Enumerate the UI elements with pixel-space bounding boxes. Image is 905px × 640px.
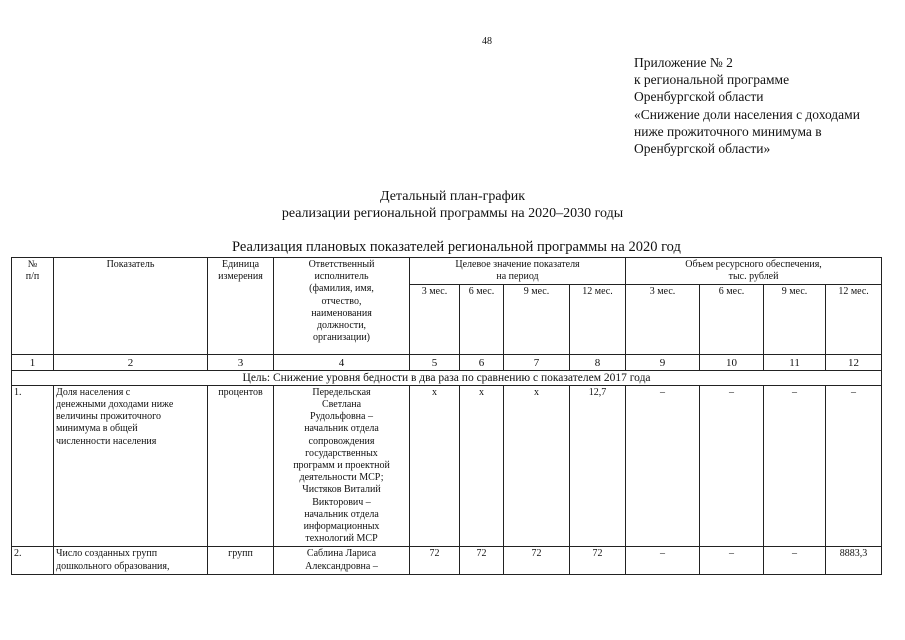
row-value: – [826,385,882,547]
header-period: 3 мес. [410,285,460,355]
appendix-line: ниже прожиточного минимума в [634,123,822,139]
row-value: – [700,547,764,574]
header-period: 9 мес. [504,285,570,355]
row-value: 72 [504,547,570,574]
column-number-row [12,355,882,370]
plan-table [11,257,882,575]
row-value: 72 [460,547,504,574]
title-line-2: реализации региональной программы на 2020–2030 годы [281,206,624,221]
table-caption: Реализация плановых показателей региональной программы на 2020 год [232,239,681,255]
row-value: х [460,385,504,547]
page-number: 48 [482,36,492,47]
header-target-group: Целевое значение показателя на период [410,258,626,285]
column-number: 10 [700,355,764,370]
column-number: 11 [764,355,826,370]
header-row-1 [12,258,882,285]
row-indicator: Доля населения с денежными доходами ниже величины прожиточного минимума в общей численности населения [54,385,208,547]
header-period: 12 мес. [570,285,626,355]
column-number: 7 [504,355,570,370]
column-number: 12 [826,355,882,370]
appendix-line: Приложение № 2 [634,55,733,70]
row-value: – [764,547,826,574]
appendix-line: «Снижение доли населения с доходами [634,106,860,122]
row-value: 72 [410,547,460,574]
row-value: х [410,385,460,547]
appendix-line: Оренбургской области» [634,141,771,157]
row-responsible: Передельская Светлана Рудольфовна – начальник отдела сопровождения государственных программ и проектной деятельности МСР; Чистяков Виталий Викторович – начальник отдела информационных технологий МСР [274,385,410,547]
column-number: 1 [12,355,54,370]
header-responsible: Ответственный исполнитель (фамилия, имя, отчество, наименования должности, организации) [274,258,410,355]
table-row [12,385,882,547]
document-title [0,188,905,222]
row-value: х [504,385,570,547]
header-period: 3 мес. [626,285,700,355]
row-value: 8883,3 [826,547,882,574]
goal-text: Цель: Снижение уровня бедности в два раза по сравнению с показателем 2017 года [12,370,882,385]
appendix-line: к региональной программе [634,72,790,88]
column-number: 6 [460,355,504,370]
column-number: 8 [570,355,626,370]
header-indicator: Показатель [54,258,208,355]
row-value: – [764,385,826,547]
row-indicator: Число созданных групп дошкольного образования, [54,547,208,574]
column-number: 2 [54,355,208,370]
header-num: № п/п [12,258,54,355]
goal-row [12,370,882,385]
row-responsible: Саблина Лариса Александровна – [274,547,410,574]
header-resource-group: Объем ресурсного обеспечения, тыс. рублей [626,258,882,285]
row-num: 1. [12,385,54,547]
title-line-1: Детальный план-график [380,189,525,204]
row-value: 12,7 [570,385,626,547]
header-unit: Единица измерения [208,258,274,355]
row-value: 72 [570,547,626,574]
column-number: 9 [626,355,700,370]
row-unit: групп [208,547,274,574]
appendix-line: Оренбургской области [634,89,764,105]
header-period: 6 мес. [460,285,504,355]
row-num: 2. [12,547,54,574]
column-number: 3 [208,355,274,370]
header-period: 6 мес. [700,285,764,355]
row-value: – [626,547,700,574]
table-row [12,547,882,574]
column-number: 5 [410,355,460,370]
row-unit: процентов [208,385,274,547]
header-period: 12 мес. [826,285,882,355]
header-period: 9 мес. [764,285,826,355]
column-number: 4 [274,355,410,370]
appendix-block [634,54,860,157]
row-value: – [700,385,764,547]
row-value: – [626,385,700,547]
